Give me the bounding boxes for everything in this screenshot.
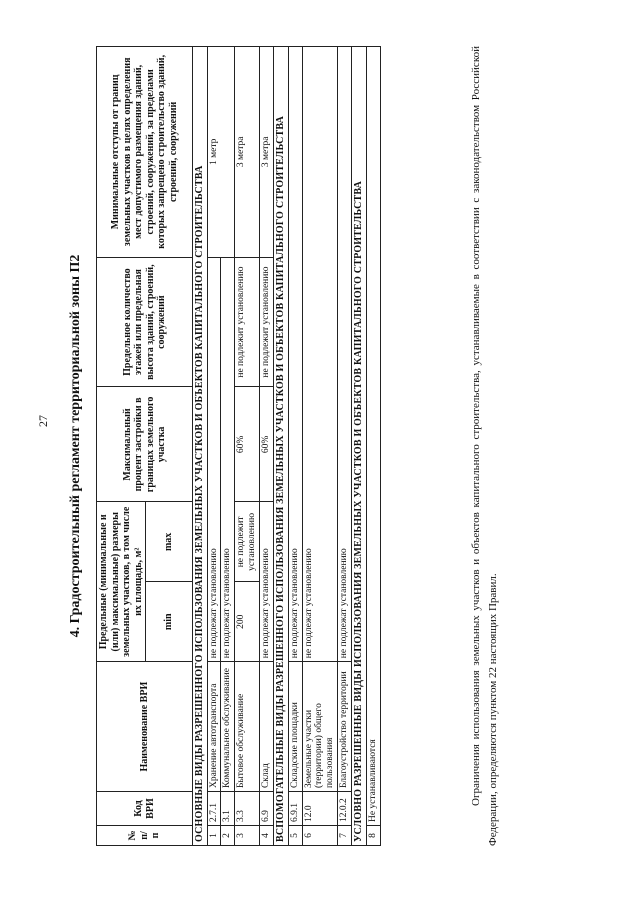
col-setbacks: Минимальные отступы от границ земельных участков в целях определения мест допустимого размещения зданий, строений, сооружений, за пределами которых запрещено строительство зданий, строений, сооружений (97, 47, 193, 258)
cell-code: 6.9 (260, 792, 274, 826)
cell-name: Бытовое обслуживание (235, 662, 260, 792)
restrictions-note (468, 46, 502, 846)
cell-text: Не устанавливаются (366, 47, 380, 826)
cell-code: 12.0 (302, 792, 338, 826)
cell-num: 3 (235, 826, 260, 846)
cell-span: не подлежат установлению (288, 47, 302, 662)
cell-name: Хранение автотранспорта (207, 662, 221, 792)
cell-code: 2.7.1 (207, 792, 221, 826)
note-text: Ограничения использования земельных участков и объектов капитального строительства, устанавливаемые в соответствии с законодательством Российской Федерации, определяются пунктом 22 настоящих Правил. (470, 46, 500, 846)
page-title: 4. Градостроительный регламент территориальной зоны П2 (68, 254, 83, 638)
cell-code: 6.9.1 (288, 792, 302, 826)
table-row (338, 47, 352, 846)
cell-floors: не подлежит установлению (235, 257, 260, 387)
col-floors: Предельное количество этажей или предельная высота зданий, строений, сооружений (97, 257, 193, 387)
header-row (97, 47, 146, 846)
page-number: 27 (36, 415, 50, 427)
cell-name: Склад (260, 662, 274, 792)
cell-name: Складские площадки (288, 662, 302, 792)
cell-num: 2 (221, 826, 235, 846)
cell-name: Коммунальное обслуживание (221, 662, 235, 792)
col-min: min (146, 582, 193, 662)
cell-coverage: 60% (235, 387, 260, 502)
col-sizes: Предельные (минимальные и (или) максимальные) размеры земельных участков, в том числе их площадь, м² (97, 502, 146, 662)
cell-setback: 3 метра (235, 47, 260, 258)
cell-setback: 1 метр (207, 47, 235, 258)
col-coverage: Максимальный процент застройки в границах земельного участка (97, 387, 193, 502)
cell-num: 6 (302, 826, 338, 846)
cell-coverage: 60% (260, 387, 274, 502)
cell-num: 5 (288, 826, 302, 846)
section-row (193, 47, 208, 846)
cell-code: 12.0.2 (338, 792, 352, 826)
table-row (207, 47, 221, 846)
cell-setback: 3 метра (260, 47, 274, 258)
col-num: № п/п (97, 826, 193, 846)
cell-min: 200 (235, 582, 260, 662)
table-row (302, 47, 338, 846)
cell-num: 8 (366, 826, 380, 846)
cell-span: не подлежат установлению (207, 257, 221, 662)
table-row (260, 47, 274, 846)
col-name: Наименование ВРИ (97, 662, 193, 792)
cell-code: 3.1 (221, 792, 235, 826)
table-row (366, 47, 380, 846)
cell-span: не подлежат установлению (302, 47, 338, 662)
section-row (274, 47, 289, 846)
section-main: ОСНОВНЫЕ ВИДЫ РАЗРЕШЕННОГО ИСПОЛЬЗОВАНИЯ ЗЕМЕЛЬНЫХ УЧАСТКОВ И ОБЪЕКТОВ КАПИТАЛЬНОГО СТРОИТЕЛЬСТВА (193, 47, 208, 846)
cell-code: 3.3 (235, 792, 260, 826)
col-max: max (146, 502, 193, 582)
cell-max: не подлежит установлению (235, 502, 260, 582)
cell-num: 1 (207, 826, 221, 846)
cell-span: не подлежат установлению (221, 257, 235, 662)
cell-num: 7 (338, 826, 352, 846)
cell-name: Благоустройство территории (338, 662, 352, 792)
cell-num: 4 (260, 826, 274, 846)
cell-name: Земельные участки (территории) общего пользования (302, 662, 338, 792)
section-row (352, 47, 367, 846)
regulation-table (96, 46, 381, 846)
rotated-content (68, 46, 500, 846)
cell-span: не подлежат установлению (338, 47, 352, 662)
section-auxiliary: ВСПОМОГАТЕЛЬНЫЕ ВИДЫ РАЗРЕШЕННОГО ИСПОЛЬЗОВАНИЯ ЗЕМЕЛЬНЫХ УЧАСТКОВ И ОБЪЕКТОВ КАПИТАЛЬНОГО СТРОИТЕЛЬСТВА (274, 47, 289, 846)
col-code: Код ВРИ (97, 792, 193, 826)
table-row (288, 47, 302, 846)
section-conditional: УСЛОВНО РАЗРЕШЕННЫЕ ВИДЫ ИСПОЛЬЗОВАНИЯ ЗЕМЕЛЬНЫХ УЧАСТКОВ И ОБЪЕКТОВ КАПИТАЛЬНОГО СТРОИТЕЛЬСТВА (352, 47, 367, 846)
cell-floors: не подлежит установлению (260, 257, 274, 387)
cell-span: не подлежат установлению (260, 502, 274, 662)
table-row (235, 47, 260, 846)
